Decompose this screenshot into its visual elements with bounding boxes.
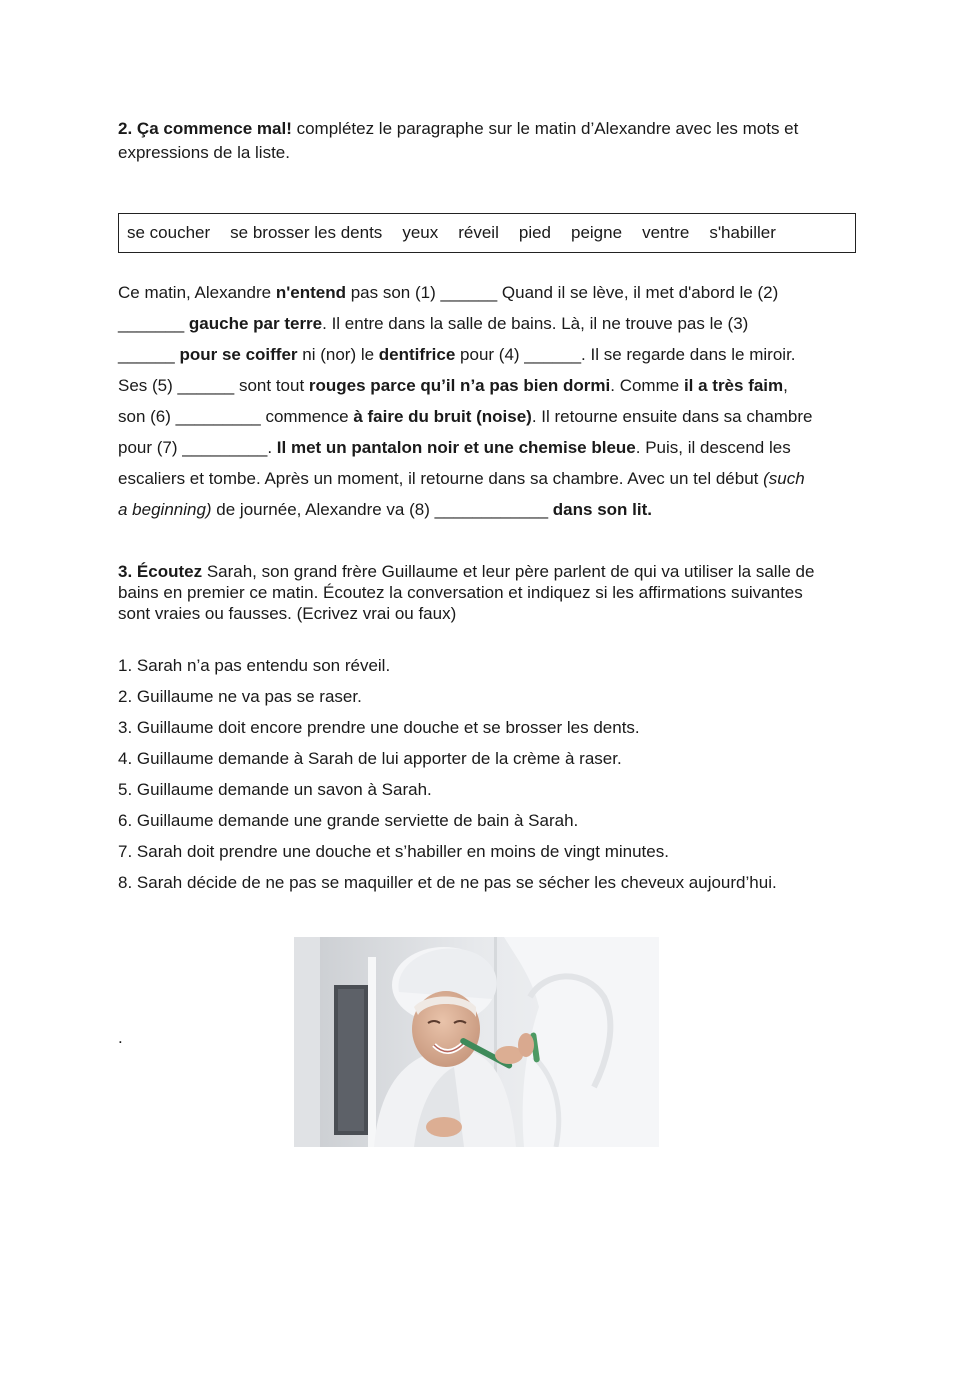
section-2-number: 2. [118,119,133,138]
paragraph-bold: dans son lit. [552,500,652,519]
paragraph-text: pour (7) _________. [118,438,277,457]
paragraph-line [118,310,868,341]
paragraph-bold: Il met un pantalon noir et une chemise bleue [276,438,636,457]
paragraph-bold: gauche par terre [188,314,323,333]
woman-brushing-teeth-photo [294,937,659,1147]
stray-period: . [118,1028,123,1047]
word-bank-item: s'habiller [709,223,776,242]
paragraph-text: Ce matin, Alexandre [118,283,276,302]
section-2-instruction-2: expressions de la liste. [118,143,290,162]
paragraph-text: . Puis, il descend les [635,438,791,457]
section-2-title: Ça commence mal! [136,119,292,138]
statement-item: 4. Guillaume demande à Sarah de lui apporter de la crème à raser. [118,749,622,768]
paragraph-bold: pour se coiffer [179,345,298,364]
paragraph-text: escaliers et tombe. Après un moment, il retourne dans sa chambre. Avec un tel début [118,469,764,488]
paragraph-line [118,372,868,403]
word-bank-item: pied [518,223,551,242]
word-bank-item: peigne [571,223,623,242]
paragraph-bold: n'entend [275,283,346,302]
paragraph-line [118,279,868,310]
paragraph-text: son (6) _________ commence [118,407,354,426]
section-3-instructions [118,561,868,624]
paragraph-line [118,434,868,465]
paragraph-bold: dentifrice [378,345,456,364]
section-2-instructions [118,117,868,165]
paragraph-italic: (such [763,469,805,488]
word-bank-box [118,213,856,253]
statement-item: 2. Guillaume ne va pas se raser. [118,687,362,706]
paragraph-text: ______ [118,345,180,364]
paragraph-text: _______ [118,314,189,333]
statement-item: 8. Sarah décide de ne pas se maquiller et de ne pas se sécher les cheveux aujourd’hui. [118,873,777,892]
paragraph-text: pas son (1) ______ Quand il se lève, il met d'abord le (2) [345,283,779,302]
paragraph-text: . Il retourne ensuite dans sa chambre [531,407,813,426]
paragraph-line [118,341,868,372]
section-2-instruction-1: complétez le paragraphe sur le matin d’Alexandre avec les mots et [291,119,799,138]
section-3-line-2: bains en premier ce matin. Écoutez la conversation et indiquez si les affirmations suivantes [118,583,803,602]
paragraph-bold: rouges parce qu’il n’a pas bien dormi [308,376,611,395]
statement-item: 3. Guillaume doit encore prendre une douche et se brosser les dents. [118,718,640,737]
section-3-line-1: Sarah, son grand frère Guillaume et leur père parlent de qui va utiliser la salle de [202,562,815,581]
paragraph-text: . Comme [610,376,684,395]
section-3-title: 3. Écoutez [118,562,203,581]
statement-item: 6. Guillaume demande une grande serviette de bain à Sarah. [118,811,579,830]
paragraph-text: ni (nor) le [297,345,379,364]
paragraph-italic: a beginning) [118,500,212,519]
word-bank-item: yeux [402,223,439,242]
paragraph-text: . Il entre dans la salle de bains. Là, il ne trouve pas le (3) [322,314,749,333]
section-3-line-3: sont vraies ou fausses. (Ecrivez vrai ou faux) [118,604,457,623]
word-bank-item: ventre [642,223,690,242]
paragraph-text: , [783,376,788,395]
statement-item: 7. Sarah doit prendre une douche et s’habiller en moins de vingt minutes. [118,842,669,861]
paragraph-line [118,496,868,527]
paragraph-bold: il a très faim [683,376,784,395]
paragraph-bold: à faire du bruit (noise) [353,407,532,426]
paragraph-text: Ses (5) ______ sont tout [118,376,309,395]
paragraph-line [118,465,868,496]
statement-list [118,653,878,901]
statement-item: 1. Sarah n’a pas entendu son réveil. [118,656,391,675]
paragraph-text: de journée, Alexandre va (8) ____________ [211,500,553,519]
paragraph-line [118,403,868,434]
word-bank-item: se brosser les dents [230,223,383,242]
word-bank-item: se coucher [127,223,211,242]
paragraph-text: pour (4) ______. Il se regarde dans le miroir. [455,345,796,364]
statement-item: 5. Guillaume demande un savon à Sarah. [118,780,432,799]
fill-in-paragraph [118,279,868,527]
word-bank-item: réveil [458,223,499,242]
